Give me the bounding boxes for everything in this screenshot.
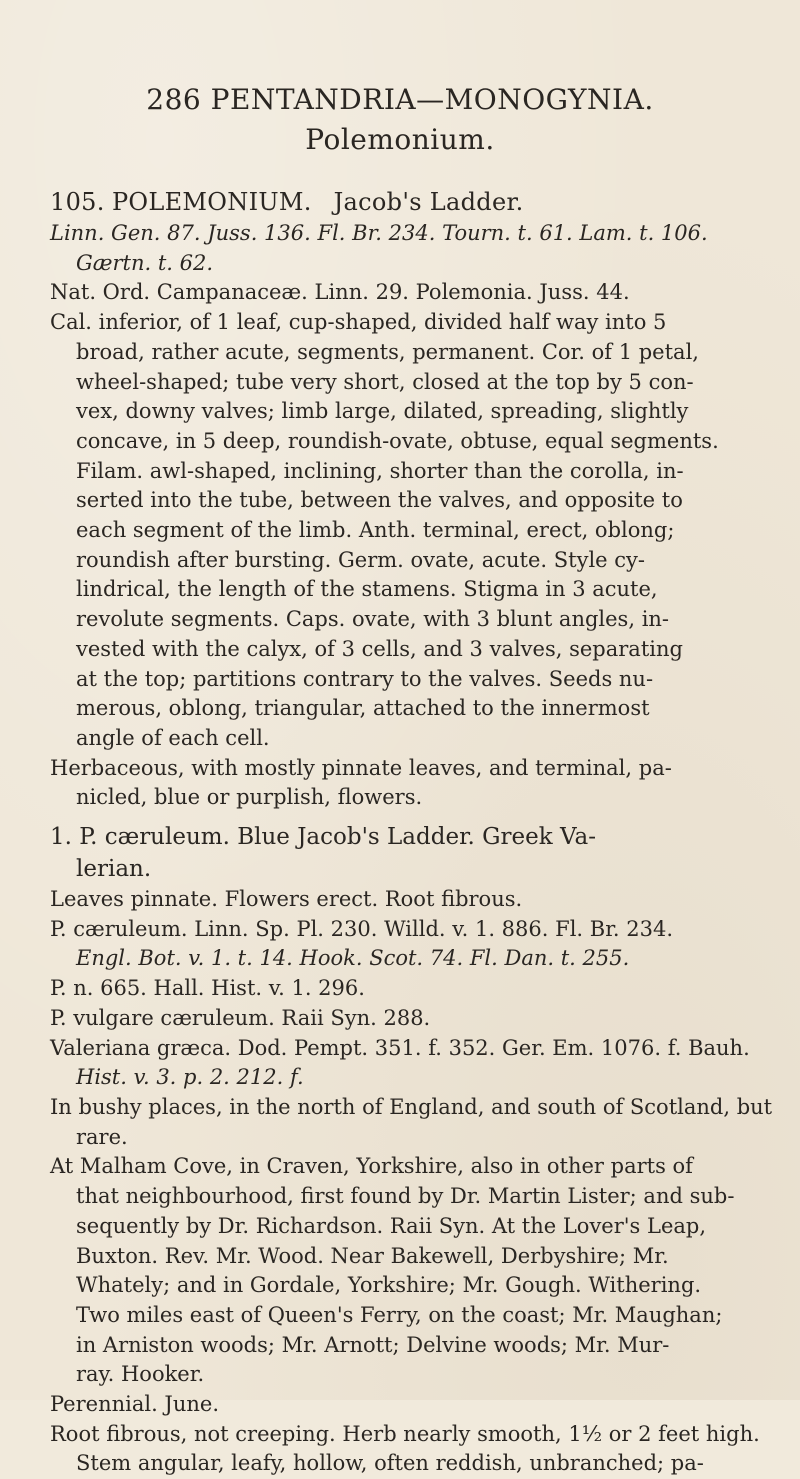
cal-line: roundish after bursting. Germ. ovate, acute. Style cy- — [76, 547, 645, 572]
cal-line: wheel-shaped; tube very short, closed at the top by 5 con- — [76, 369, 694, 394]
species-diagnosis: Leaves pinnate. Flowers erect. Root fibrous. — [50, 887, 523, 912]
generic-character — [50, 308, 750, 754]
synonym-line: P. n. 665. Hall. Hist. v. 1. 296. — [50, 976, 365, 1001]
cal-line: serted into the tube, between the valves, and opposite to — [76, 488, 683, 513]
duration-line: Perennial. June. — [50, 1392, 220, 1417]
genus-references-line-1: Linn. Gen. 87. Juss. 136. Fl. Br. 234. Tourn. t. 61. Lam. t. 106. — [50, 221, 708, 245]
species-localities — [50, 1152, 750, 1390]
running-genus: Polemonium. — [305, 123, 495, 156]
description-line: Root fibrous, not creeping. Herb nearly smooth, 1½ or 2 feet high. — [50, 1421, 760, 1446]
locality-line: At Malham Cove, in Craven, Yorkshire, also in other parts of — [50, 1154, 693, 1179]
description-line: Stem angular, leafy, hollow, often reddish, unbranched; pa- — [76, 1451, 704, 1476]
page-number: 286 — [146, 83, 202, 116]
locality-line: Whately; and in Gordale, Yorkshire; Mr. Gough. Withering. — [76, 1273, 702, 1298]
species-synonyms — [50, 915, 750, 1093]
cal-line: vex, downy valves; limb large, dilated, spreading, slightly — [76, 399, 689, 424]
cal-line: broad, rather acute, segments, permanent. Cor. of 1 petal, — [76, 339, 699, 364]
genus-references-line-2: Gærtn. t. 62. — [76, 250, 214, 275]
species-title — [50, 821, 750, 885]
cal-line: Cal. inferior, of 1 leaf, cup-shaped, divided half way into 5 — [50, 310, 667, 335]
species-habitat — [50, 1093, 773, 1152]
habitat-line: rare. — [76, 1124, 128, 1149]
cal-line: at the top; partitions contrary to the valves. Seeds nu- — [76, 666, 654, 691]
running-header — [50, 80, 750, 160]
cal-line: merous, oblong, triangular, attached to the innermost — [76, 696, 650, 721]
habitat-line: In bushy places, in the north of England, and south of Scotland, but — [50, 1094, 773, 1119]
locality-line: Buxton. Rev. Mr. Wood. Near Bakewell, Derbyshire; Mr. — [76, 1243, 669, 1268]
herb-line: Herbaceous, with mostly pinnate leaves, and terminal, pa- — [50, 755, 672, 780]
running-title: PENTANDRIA—MONOGYNIA. — [210, 83, 654, 116]
natural-order-line: Nat. Ord. Campanaceæ. Linn. 29. Polemonia. Juss. 44. — [50, 280, 630, 305]
cal-line: revolute segments. Caps. ovate, with 3 blunt angles, in- — [76, 607, 670, 632]
locality-line: Two miles east of Queen's Ferry, on the coast; Mr. Maughan; — [76, 1302, 723, 1327]
habit-description — [50, 754, 750, 813]
herb-line: nicled, blue or purplish, flowers. — [76, 785, 423, 810]
genus-common-name: Jacob's Ladder. — [333, 188, 524, 216]
locality-line: ray. Hooker. — [76, 1362, 205, 1387]
cal-line: vested with the calyx, of 3 cells, and 3 valves, separating — [76, 636, 683, 661]
synonym-line: P. vulgare cæruleum. Raii Syn. 288. — [50, 1005, 431, 1030]
genus-number: 105. — [50, 188, 105, 216]
locality-line: that neighbourhood, first found by Dr. Martin Lister; and sub- — [76, 1184, 735, 1209]
cal-line: angle of each cell. — [76, 725, 270, 750]
locality-line: sequently by Dr. Richardson. Raii Syn. At the Lover's Leap, — [76, 1213, 707, 1238]
cal-line: concave, in 5 deep, roundish-ovate, obtuse, equal segments. — [76, 428, 719, 453]
genus-name: POLEMONIUM. — [111, 188, 312, 216]
species-title-line-2: lerian. — [76, 856, 152, 883]
locality-line: in Arniston woods; Mr. Arnott; Delvine woods; Mr. Mur- — [76, 1332, 670, 1357]
species-description — [50, 1420, 760, 1479]
genus-title — [50, 186, 750, 219]
species-title-line-1: 1. P. cæruleum. Blue Jacob's Ladder. Greek Va- — [50, 824, 596, 851]
cal-line: lindrical, the length of the stamens. Stigma in 3 acute, — [76, 577, 658, 602]
page-text — [50, 80, 773, 1479]
synonym-line: Hist. v. 3. p. 2. 212. f. — [76, 1065, 304, 1090]
synonym-line: Engl. Bot. v. 1. t. 14. Hook. Scot. 74. Fl. Dan. t. 255. — [76, 946, 630, 971]
synonym-line: Valeriana græca. Dod. Pempt. 351. f. 352. Ger. Em. 1076. f. Bauh. — [50, 1035, 750, 1060]
cal-line: Filam. awl-shaped, inclining, shorter than the corolla, in- — [76, 458, 684, 483]
synonym-line: P. cæruleum. Linn. Sp. Pl. 230. Willd. v. 1. 886. Fl. Br. 234. — [50, 916, 674, 941]
cal-line: each segment of the limb. Anth. terminal, erect, oblong; — [76, 518, 675, 543]
